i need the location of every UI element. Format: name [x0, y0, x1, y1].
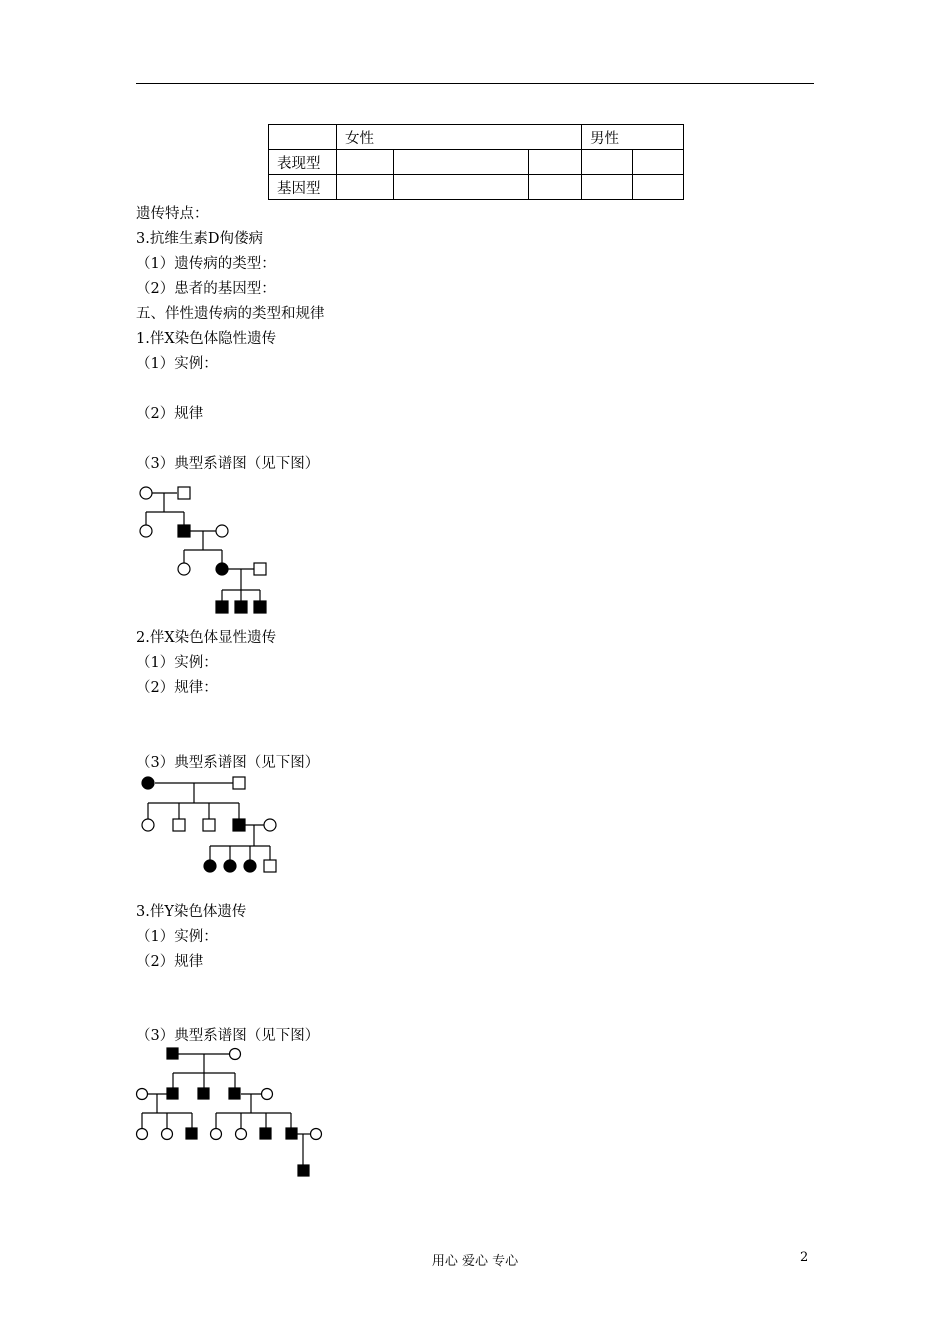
row-label-genotype: 基因型	[269, 175, 337, 200]
x-dominant-example: （1）实例：	[136, 655, 218, 671]
female-unaffected	[236, 1129, 247, 1140]
y-linked-rule: （2）规律	[136, 954, 204, 970]
section-five-heading: 五、伴性遗传病的类型和规律	[136, 306, 325, 322]
section-vitamin-d-rickets: 3.抗维生素D佝偻病	[136, 231, 263, 247]
male-affected	[198, 1088, 209, 1099]
x-dominant-pedigree-label: （3）典型系谱图（见下图）	[136, 755, 320, 771]
x-recessive-rule: （2）规律	[136, 406, 204, 422]
male-affected	[235, 601, 247, 613]
male-affected	[233, 819, 245, 831]
female-unaffected	[262, 1089, 273, 1100]
female-unaffected	[230, 1049, 241, 1060]
x-dominant-heading: 2.伴X染色体显性遗传	[136, 630, 277, 646]
male-affected	[178, 525, 190, 537]
female-affected	[142, 777, 154, 789]
male-unaffected	[233, 777, 245, 789]
male-affected	[186, 1128, 197, 1139]
female-unaffected	[137, 1089, 148, 1100]
x-recessive-heading: 1.伴X染色体隐性遗传	[136, 331, 277, 347]
female-unaffected	[264, 819, 276, 831]
female-unaffected	[311, 1129, 322, 1140]
female-affected	[244, 860, 256, 872]
male-unaffected	[264, 860, 276, 872]
female-unaffected	[211, 1129, 222, 1140]
male-unaffected	[254, 563, 266, 575]
x-recessive-example: （1）实例：	[136, 356, 218, 372]
row-label-phenotype: 表现型	[269, 150, 337, 175]
female-unaffected	[216, 525, 228, 537]
female-unaffected	[178, 563, 190, 575]
page-footer: 用心 爱心 专心	[431, 1254, 519, 1269]
female-header: 女性	[337, 125, 582, 150]
female-unaffected	[140, 525, 152, 537]
male-affected	[260, 1128, 271, 1139]
y-linked-heading: 3.伴Y染色体遗传	[136, 904, 247, 920]
female-affected	[204, 860, 216, 872]
male-affected	[167, 1088, 178, 1099]
y-linked-pedigree-label: （3）典型系谱图（见下图）	[136, 1028, 320, 1044]
x-recessive-pedigree-label: （3）典型系谱图（见下图）	[136, 456, 320, 472]
male-affected	[254, 601, 266, 613]
female-unaffected	[142, 819, 154, 831]
female-affected	[224, 860, 236, 872]
female-affected	[216, 563, 228, 575]
x-dominant-rule: （2）规律：	[136, 680, 218, 696]
male-affected	[167, 1048, 178, 1059]
male-unaffected	[178, 487, 190, 499]
male-affected	[229, 1088, 240, 1099]
y-linked-example: （1）实例：	[136, 929, 218, 945]
patient-genotype-prompt: （2）患者的基因型：	[136, 281, 276, 297]
male-affected	[216, 601, 228, 613]
heredity-traits-label: 遗传特点：	[136, 206, 209, 222]
female-unaffected	[137, 1129, 148, 1140]
male-affected	[298, 1165, 309, 1176]
female-unaffected	[140, 487, 152, 499]
male-affected	[286, 1128, 297, 1139]
disease-type-prompt: （1）遗传病的类型：	[136, 256, 276, 272]
female-unaffected	[162, 1129, 173, 1140]
male-unaffected	[173, 819, 185, 831]
male-unaffected	[203, 819, 215, 831]
page-number: 2	[800, 1250, 809, 1265]
male-header: 男性	[582, 125, 684, 150]
